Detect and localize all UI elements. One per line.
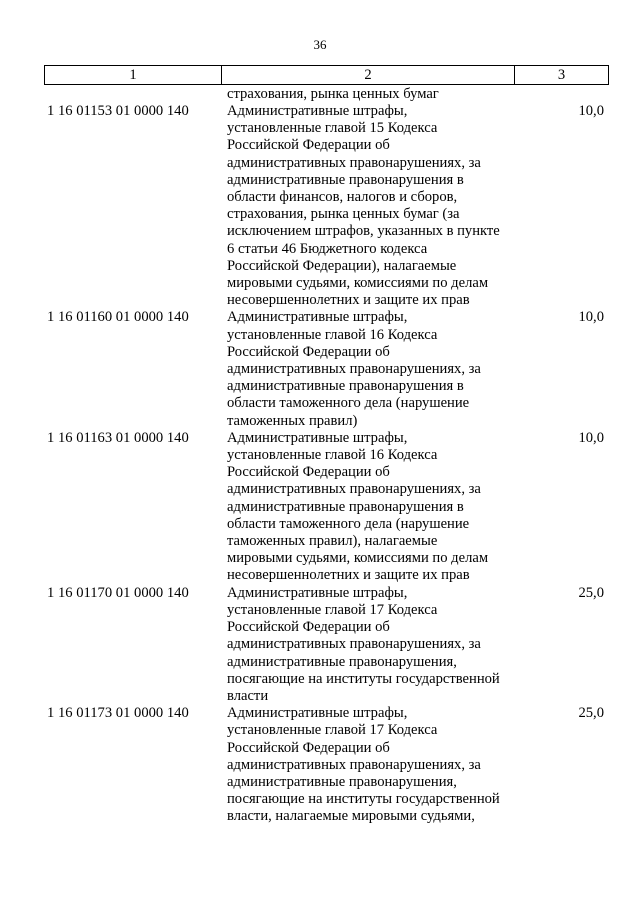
table-row [0,705,640,825]
description-line: установленные главой 16 Кодекса [227,447,438,464]
budget-code: 1 16 01173 01 0000 140 [47,705,189,722]
description-line: Административные штрафы, [227,705,408,722]
table-row [0,585,640,705]
amount: 25,0 [578,584,604,601]
description-line: установленные главой 17 Кодекса [227,601,438,618]
description-line: административные правонарушения в [227,171,464,188]
description [227,585,517,705]
description-line: власти, налагаемые мировыми судьями, [227,808,475,825]
description-line: Административные штрафы, [227,103,408,119]
description-line: Российской Федерации об [227,464,390,481]
column-header-2: 2 [222,66,515,84]
description [227,705,517,825]
description-line: области таможенного дела (нарушение [227,515,470,532]
description [227,430,517,585]
budget-code: 1 16 01153 01 0000 140 [47,103,189,119]
description-line: административные правонарушения в [227,378,464,395]
description-line: административных правонарушениях, за [227,154,481,171]
description-line: административные правонарушения в [227,498,464,515]
description-line: таможенных правил) [227,412,358,429]
amount: 25,0 [578,705,604,722]
description-line: исключением штрафов, указанных в пункте [227,223,500,240]
description-line: таможенных правил), налагаемые [227,533,438,550]
description-line: области таможенного дела (нарушение [227,395,470,412]
description-line: области финансов, налогов и сборов, [227,189,458,206]
description [227,103,517,309]
description-line: 6 статьи 46 Бюджетного кодекса [227,240,428,257]
description-line: административных правонарушениях, за [227,756,481,773]
description-line: Российской Федерации об [227,739,390,756]
amount: 10,0 [578,103,604,119]
description-line: установленные главой 16 Кодекса [227,326,438,343]
budget-code: 1 16 01170 01 0000 140 [47,584,189,601]
description-line: Административные штрафы, [227,309,408,326]
table-body [0,103,640,826]
description-line: страхования, рынка ценных бумаг (за [227,206,460,223]
description-line: административных правонарушениях, за [227,361,481,378]
description-line: мировыми судьями, комиссиями по делам [227,275,489,292]
description-line: власти [227,687,269,704]
budget-code: 1 16 01163 01 0000 140 [47,429,189,446]
column-header-3: 3 [557,67,566,83]
description-line: Российской Федерации об [227,137,390,154]
description-line: установленные главой 17 Кодекса [227,722,438,739]
table-row [0,309,640,429]
description-line: Российской Федерации об [227,343,390,360]
description-line: установленные главой 15 Кодекса [227,120,438,137]
description-line: мировыми судьями, комиссиями по делам [227,550,489,567]
description-line: Административные штрафы, [227,584,408,601]
budget-code: 1 16 01160 01 0000 140 [47,309,189,326]
continuation-text: страхования, рынка ценных бумаг [227,86,439,102]
description-line: несовершеннолетних и защите их прав [227,567,470,584]
column-header-1: 1 [45,66,222,84]
amount: 10,0 [578,309,604,326]
description-line: административных правонарушениях, за [227,481,481,498]
page-number: 36 [313,37,327,52]
table-header [44,65,609,85]
description-line: административные правонарушения, [227,653,457,670]
description [227,309,517,429]
description-line: посягающие на институты государственной [227,670,500,687]
amount: 10,0 [578,429,604,446]
description-line: несовершеннолетних и защите их прав [227,292,470,309]
description-line: Административные штрафы, [227,429,408,446]
description-line: Российской Федерации об [227,619,390,636]
table-row [0,103,640,309]
table-row [0,430,640,585]
description-line: административных правонарушениях, за [227,636,481,653]
description-line: посягающие на институты государственной [227,791,500,808]
description-line: административные правонарушения, [227,773,457,790]
description-line: Российской Федерации), налагаемые [227,257,457,274]
